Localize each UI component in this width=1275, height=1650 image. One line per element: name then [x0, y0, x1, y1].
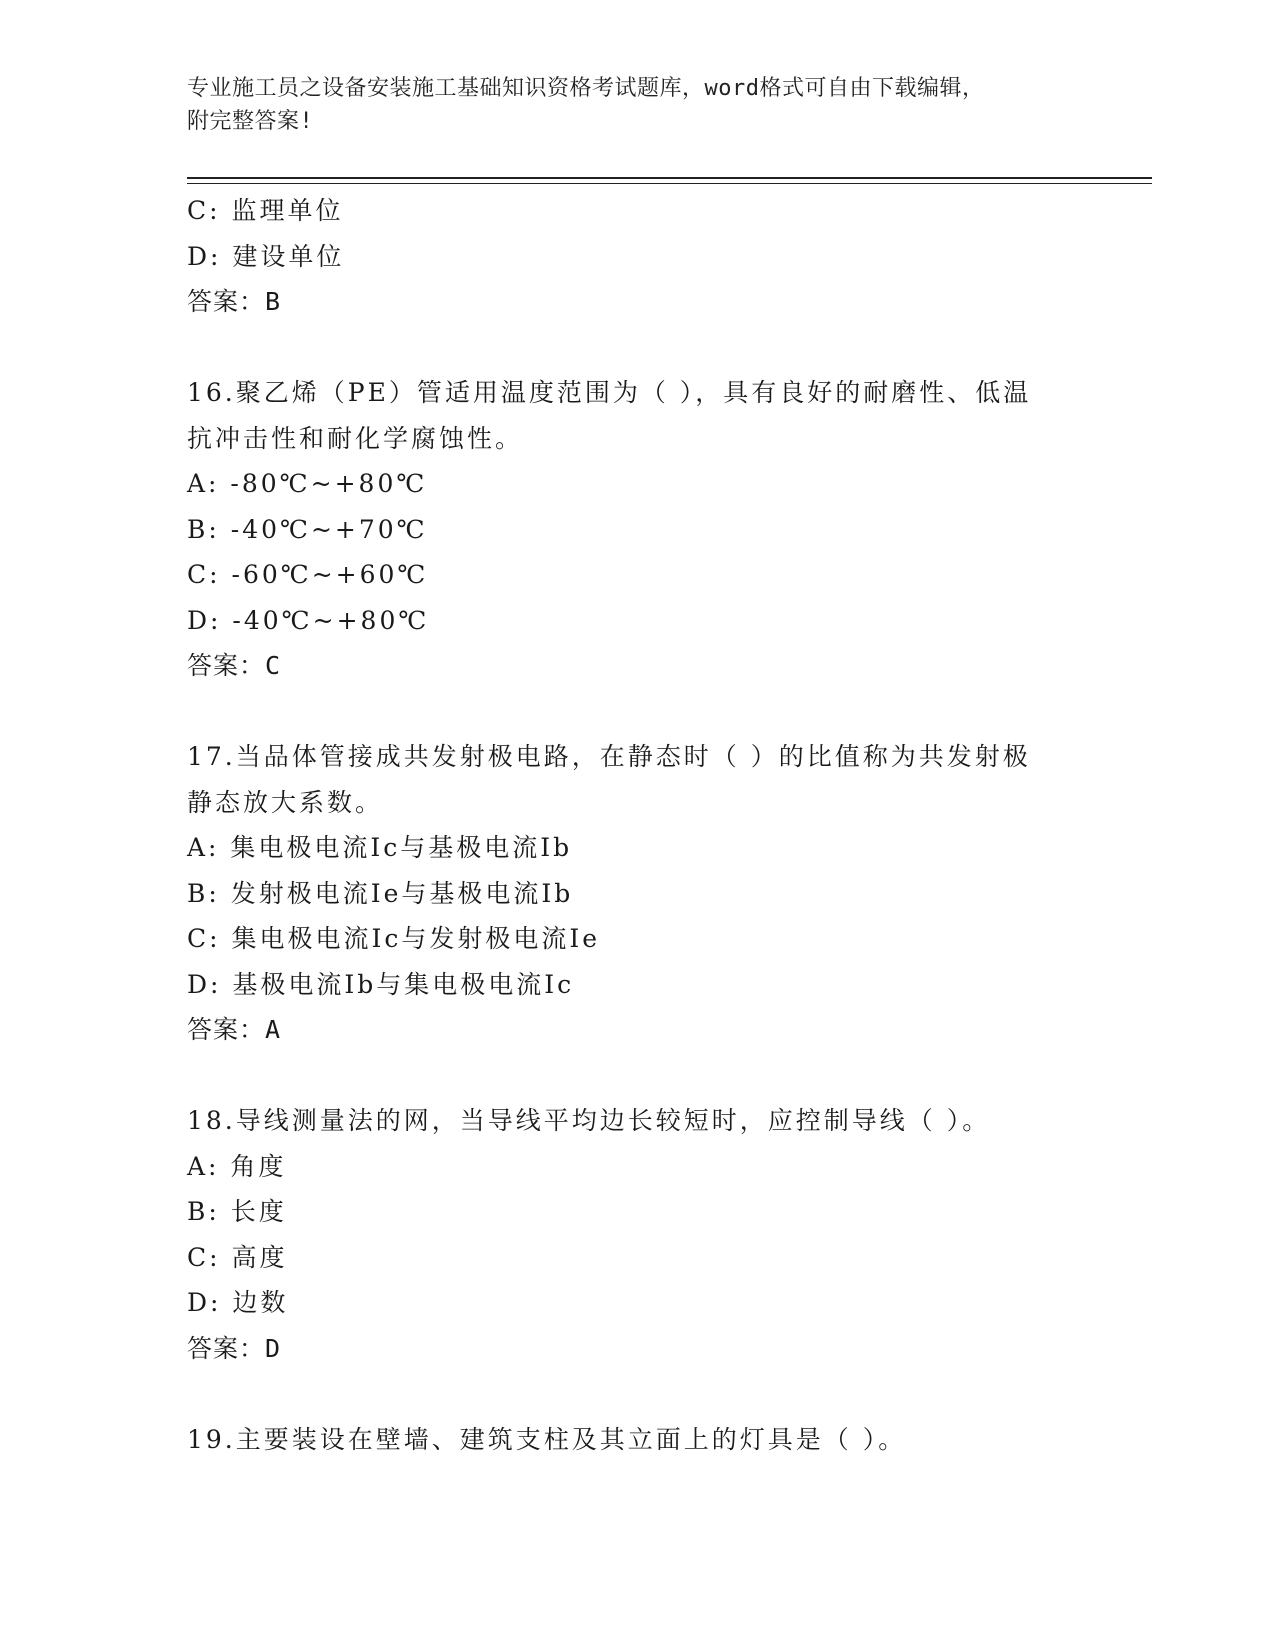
option-d: D: 基极电流Ib与集电极电流Ic — [187, 969, 575, 999]
question-stem-line-1: 19.主要装设在壁墙、建筑支柱及其立面上的灯具是（ ）。 — [187, 1424, 907, 1454]
option-a: A: -80℃~+80℃ — [187, 469, 428, 498]
option-c: C: -60℃~+60℃ — [187, 560, 429, 589]
question-block-18 — [187, 1098, 1152, 1371]
question-block-17 — [187, 734, 1152, 1053]
option-d: D: -40℃~+80℃ — [187, 605, 430, 635]
answer-line: 答案：D — [187, 1333, 282, 1363]
option-b: B: 长度 — [187, 1197, 287, 1226]
option-d: D: 建设单位 — [187, 241, 345, 271]
document-header — [187, 72, 1067, 138]
option-c: C: 高度 — [187, 1242, 288, 1272]
document-page — [187, 0, 1152, 1650]
option-b: B: -40℃~+70℃ — [187, 514, 428, 544]
answer-line: 答案：C — [187, 651, 282, 680]
header-rule-thick — [187, 177, 1152, 179]
header-title-line-1: 专业施工员之设备安装施工基础知识资格考试题库，word格式可自由下载编辑， — [187, 76, 985, 101]
spacer — [187, 1053, 1152, 1099]
header-rule-thin — [187, 183, 1152, 184]
spacer — [187, 325, 1152, 371]
question-stem-line-1: 17.当品体管接成共发射极电路，在静态时（ ）的比值称为共发射极 — [187, 742, 1031, 771]
option-c: C: 集电极电流Ic与发射极电流Ie — [187, 924, 601, 953]
spacer — [187, 1371, 1152, 1417]
option-a: A: 集电极电流Ic与基极电流Ib — [187, 833, 573, 862]
option-d: D: 边数 — [187, 1288, 289, 1317]
option-b: B: 发射极电流Ie与基极电流Ib — [187, 878, 574, 908]
answer-line: 答案：A — [187, 1015, 282, 1044]
question-block-16 — [187, 370, 1152, 689]
question-stem-line-1: 18.导线测量法的网，当导线平均边长较短时，应控制导线（ ）。 — [187, 1106, 991, 1135]
question-stem-line-2: 抗冲击性和耐化学腐蚀性。 — [187, 423, 524, 453]
question-block-19 — [187, 1417, 1152, 1463]
answer-line: 答案：B — [187, 287, 282, 316]
question-list — [187, 188, 1152, 1462]
option-c: C: 监理单位 — [187, 196, 344, 225]
question-stem-line-1: 16.聚乙烯（PE）管适用温度范围为（ ），具有良好的耐磨性、低温 — [187, 378, 1032, 407]
header-title-line-2: 附完整答案! — [187, 109, 314, 134]
question-stem-line-2: 静态放大系数。 — [187, 787, 384, 817]
question-block-15 — [187, 188, 1152, 325]
option-a: A: 角度 — [187, 1151, 287, 1181]
spacer — [187, 689, 1152, 735]
